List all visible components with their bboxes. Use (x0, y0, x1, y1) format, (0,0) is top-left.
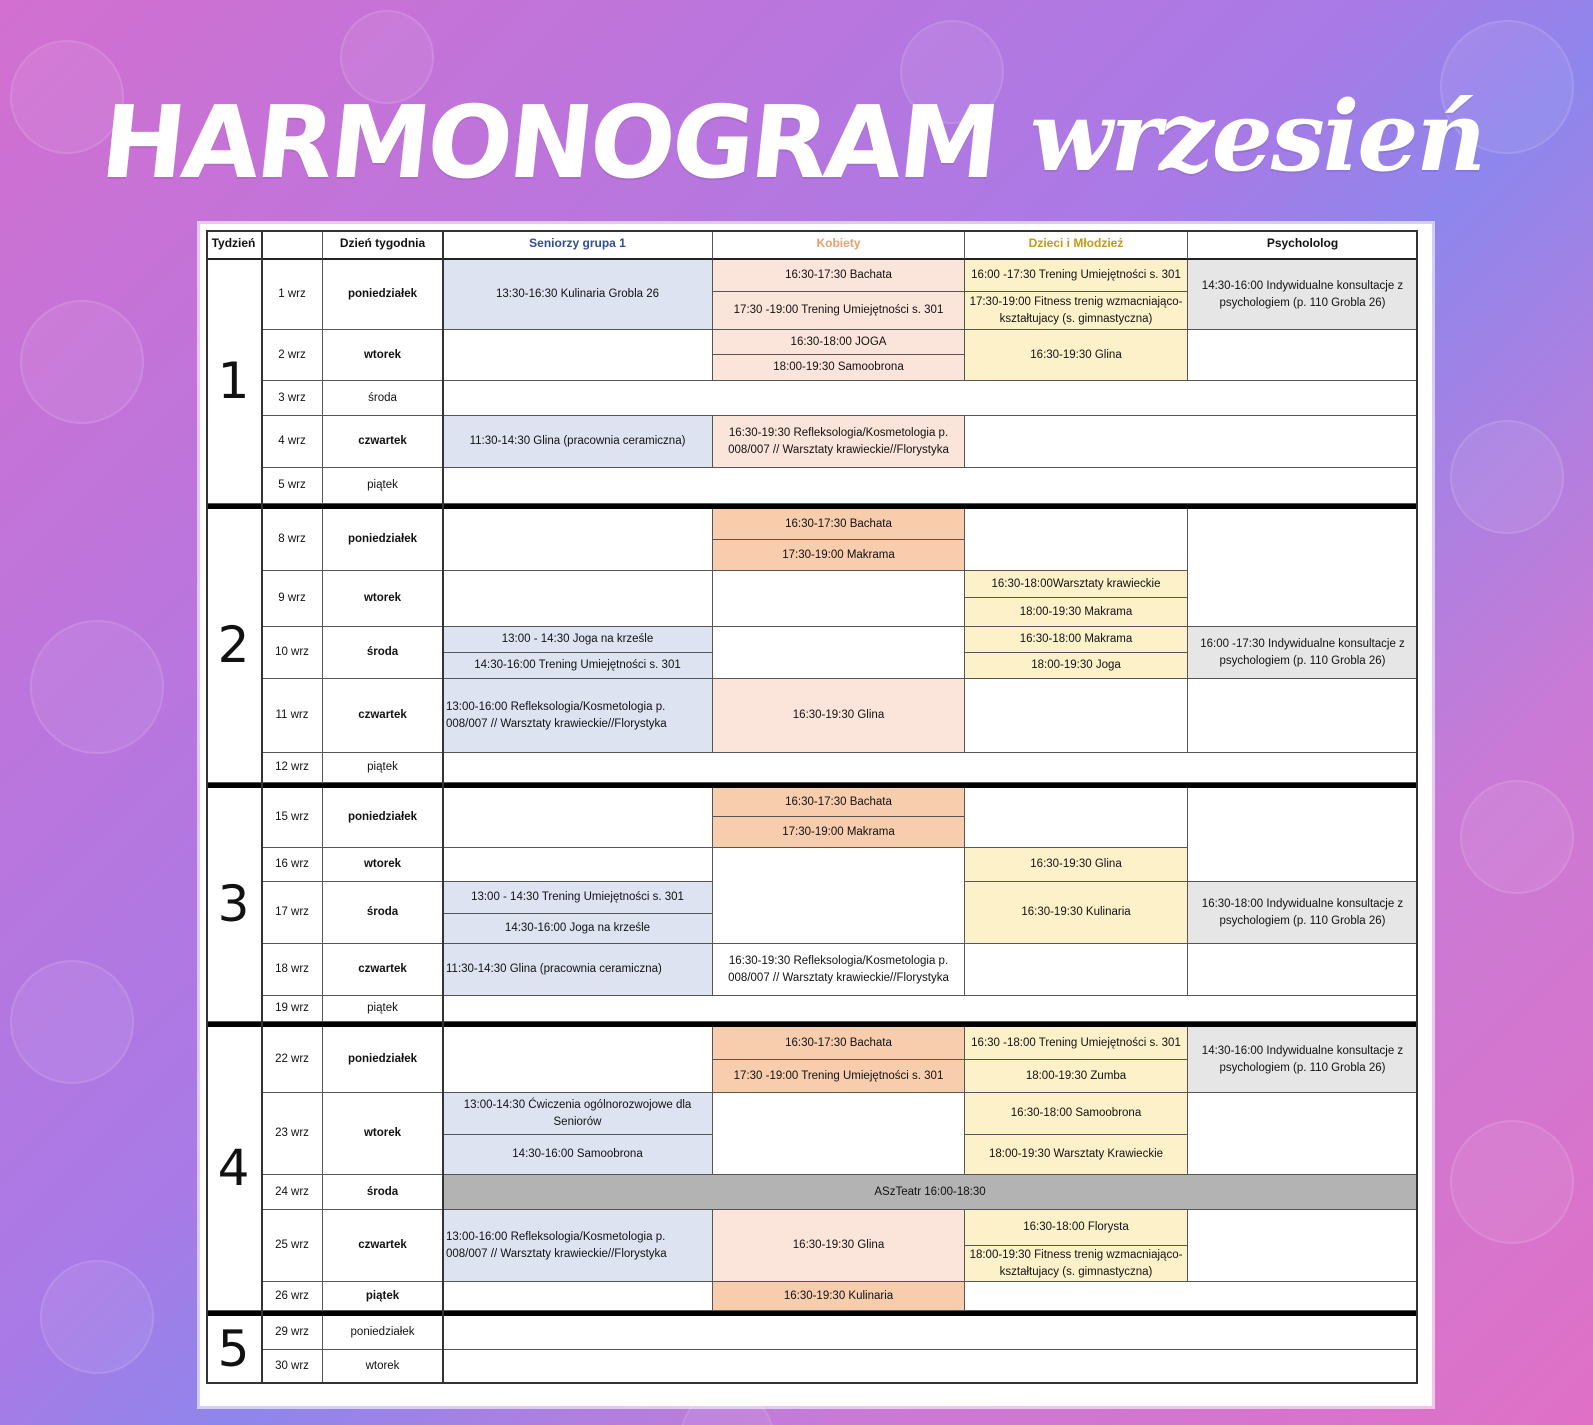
column-divider (261, 230, 263, 1384)
header-date (262, 230, 323, 260)
empty-cell (443, 753, 1418, 783)
day-cell: poniedziałek (323, 260, 443, 330)
day-cell: czwartek (323, 944, 443, 996)
date-cell: 22 wrz (262, 1027, 323, 1093)
day-cell: poniedziałek (323, 1027, 443, 1093)
schedule-sheet (200, 224, 1432, 1406)
empty-cell (713, 1093, 965, 1175)
event-cell: 13:00 - 14:30 Joga na krześle (443, 627, 713, 653)
empty-cell (1188, 509, 1418, 627)
day-cell: wtorek (323, 1350, 443, 1384)
day-cell: poniedziałek (323, 1316, 443, 1350)
event-cell: 16:30-18:00 Florysta (965, 1210, 1188, 1246)
page-title: HARMONOGRAM (95, 84, 1003, 201)
date-cell: 15 wrz (262, 788, 323, 848)
event-cell: 18:00-19:30 Warsztaty Krawieckie (965, 1135, 1188, 1175)
day-cell: środa (323, 1175, 443, 1210)
event-cell: 17:30-19:00 Makrama (713, 817, 965, 848)
event-cell: 17:30-19:00 Makrama (713, 540, 965, 571)
month-title: wrzesień (1030, 80, 1485, 193)
week-number: 3 (206, 788, 262, 1022)
event-cell: 16:30-19:30 Refleksologia/Kosmetologia p. 008/007 // Warsztaty krawieckie//Florystyka (713, 944, 965, 996)
event-cell: 16:00 -17:30 Indywidualne konsultacje z psychologiem (p. 110 Grobla 26) (1188, 627, 1418, 679)
date-cell: 8 wrz (262, 509, 323, 571)
empty-cell (443, 848, 713, 882)
date-cell: 10 wrz (262, 627, 323, 679)
event-cell: 16:30-17:30 Bachata (713, 260, 965, 292)
empty-cell (713, 848, 965, 944)
empty-cell (443, 1282, 713, 1311)
date-cell: 2 wrz (262, 330, 323, 381)
empty-cell (713, 571, 965, 627)
empty-cell (443, 788, 713, 848)
empty-cell (1188, 330, 1418, 381)
date-cell: 17 wrz (262, 882, 323, 944)
day-cell: środa (323, 627, 443, 679)
event-cell: 16:30-18:00Warsztaty krawieckie (965, 571, 1188, 598)
empty-cell (443, 996, 1418, 1022)
day-cell: środa (323, 882, 443, 944)
event-cell: 13:00 - 14:30 Trening Umiejętności s. 301 (443, 882, 713, 914)
header-week: Tydzień (206, 230, 262, 260)
date-cell: 1 wrz (262, 260, 323, 330)
date-cell: 30 wrz (262, 1350, 323, 1384)
empty-cell (443, 330, 713, 381)
week-number: 4 (206, 1027, 262, 1311)
day-cell: środa (323, 381, 443, 416)
day-cell: piątek (323, 468, 443, 504)
event-cell: 18:00-19:30 Fitness trenig wzmacniająco-kształtujacy (s. gimnastyczna) (965, 1246, 1188, 1282)
date-cell: 9 wrz (262, 571, 323, 627)
event-cell: 16:30-17:30 Bachata (713, 788, 965, 817)
empty-cell (713, 627, 965, 679)
event-cell: 16:30-19:30 Glina (965, 330, 1188, 381)
header-seniors: Seniorzy grupa 1 (443, 230, 713, 260)
empty-cell (965, 509, 1188, 571)
day-cell: czwartek (323, 679, 443, 753)
event-cell: 11:30-14:30 Glina (pracownia ceramiczna) (443, 416, 713, 468)
date-cell: 18 wrz (262, 944, 323, 996)
date-cell: 11 wrz (262, 679, 323, 753)
empty-cell (443, 468, 1418, 504)
empty-cell (965, 788, 1188, 848)
event-cell: 16:30-18:00 Makrama (965, 627, 1188, 653)
event-cell: 13:00-14:30 Ćwiczenia ogólnorozwojowe dla Seniorów (443, 1093, 713, 1135)
day-cell: wtorek (323, 1093, 443, 1175)
empty-cell (1188, 788, 1418, 882)
event-cell: 16:30-19:30 Kulinaria (713, 1282, 965, 1311)
event-cell: 13:00-16:00 Refleksologia/Kosmetologia p. 008/007 // Warsztaty krawieckie//Florystyka (443, 1210, 713, 1282)
date-cell: 26 wrz (262, 1282, 323, 1311)
event-cell: 14:30-16:00 Samoobrona (443, 1135, 713, 1175)
event-cell: 13:00-16:00 Refleksologia/Kosmetologia p. 008/007 // Warsztaty krawieckie//Florystyka (443, 679, 713, 753)
column-divider (442, 230, 444, 1384)
header-psych: Psychololog (1188, 230, 1418, 260)
week-number: 2 (206, 509, 262, 783)
date-cell: 29 wrz (262, 1316, 323, 1350)
empty-cell (443, 1316, 1418, 1350)
header-youth: Dzieci i Młodzież (965, 230, 1188, 260)
date-cell: 24 wrz (262, 1175, 323, 1210)
week-number: 1 (206, 260, 262, 504)
date-cell: 19 wrz (262, 996, 323, 1022)
date-cell: 16 wrz (262, 848, 323, 882)
empty-cell (1188, 944, 1418, 996)
week-number: 5 (206, 1316, 262, 1384)
day-cell: czwartek (323, 416, 443, 468)
event-cell: 16:30 -18:00 Trening Umiejętności s. 301 (965, 1027, 1188, 1060)
empty-cell (443, 1027, 713, 1093)
empty-cell (965, 679, 1188, 753)
event-cell: 16:30-19:30 Glina (713, 1210, 965, 1282)
event-cell: 16:30-18:00 Indywidualne konsultacje z psychologiem (p. 110 Grobla 26) (1188, 882, 1418, 944)
event-cell: 14:30-16:00 Indywidualne konsultacje z psychologiem (p. 110 Grobla 26) (1188, 260, 1418, 330)
date-cell: 25 wrz (262, 1210, 323, 1282)
header-day: Dzień tygodnia (323, 230, 443, 260)
empty-cell (443, 1350, 1418, 1384)
event-cell: 17:30 -19:00 Trening Umiejętności s. 301 (713, 292, 965, 330)
event-cell: ASzTeatr 16:00-18:30 (443, 1175, 1418, 1210)
event-cell: 14:30-16:00 Trening Umiejętności s. 301 (443, 653, 713, 679)
empty-cell (965, 944, 1188, 996)
event-cell: 13:30-16:30 Kulinaria Grobla 26 (443, 260, 713, 330)
date-cell: 12 wrz (262, 753, 323, 783)
empty-cell (443, 381, 1418, 416)
day-cell: wtorek (323, 330, 443, 381)
date-cell: 3 wrz (262, 381, 323, 416)
day-cell: piątek (323, 996, 443, 1022)
event-cell: 18:00-19:30 Samoobrona (713, 355, 965, 381)
event-cell: 14:30-16:00 Joga na krześle (443, 914, 713, 944)
day-cell: piątek (323, 753, 443, 783)
empty-cell (965, 1282, 1418, 1311)
event-cell: 14:30-16:00 Indywidualne konsultacje z psychologiem (p. 110 Grobla 26) (1188, 1027, 1418, 1093)
day-cell: poniedziałek (323, 788, 443, 848)
event-cell: 18:00-19:30 Zumba (965, 1060, 1188, 1093)
header-women: Kobiety (713, 230, 965, 260)
empty-cell (1188, 1210, 1418, 1282)
event-cell: 16:30-19:30 Glina (713, 679, 965, 753)
event-cell: 17:30 -19:00 Trening Umiejętności s. 301 (713, 1060, 965, 1093)
empty-cell (443, 509, 713, 571)
empty-cell (443, 571, 713, 627)
event-cell: 18:00-19:30 Joga (965, 653, 1188, 679)
day-cell: poniedziałek (323, 509, 443, 571)
day-cell: wtorek (323, 571, 443, 627)
event-cell: 16:30-19:30 Refleksologia/Kosmetologia p. 008/007 // Warsztaty krawieckie//Florystyka (713, 416, 965, 468)
event-cell: 16:00 -17:30 Trening Umiejętności s. 301 (965, 260, 1188, 292)
event-cell: 11:30-14:30 Glina (pracownia ceramiczna) (443, 944, 713, 996)
event-cell: 16:30-18:00 JOGA (713, 330, 965, 355)
event-cell: 16:30-19:30 Kulinaria (965, 882, 1188, 944)
day-cell: czwartek (323, 1210, 443, 1282)
date-cell: 4 wrz (262, 416, 323, 468)
event-cell: 17:30-19:00 Fitness trenig wzmacniająco-kształtujacy (s. gimnastyczna) (965, 292, 1188, 330)
date-cell: 5 wrz (262, 468, 323, 504)
day-cell: wtorek (323, 848, 443, 882)
event-cell: 16:30-19:30 Glina (965, 848, 1188, 882)
event-cell: 16:30-17:30 Bachata (713, 1027, 965, 1060)
empty-cell (965, 416, 1418, 468)
day-cell: piątek (323, 1282, 443, 1311)
event-cell: 16:30-17:30 Bachata (713, 509, 965, 540)
empty-cell (1188, 679, 1418, 753)
empty-cell (1188, 1093, 1418, 1175)
date-cell: 23 wrz (262, 1093, 323, 1175)
event-cell: 18:00-19:30 Makrama (965, 598, 1188, 627)
event-cell: 16:30-18:00 Samoobrona (965, 1093, 1188, 1135)
